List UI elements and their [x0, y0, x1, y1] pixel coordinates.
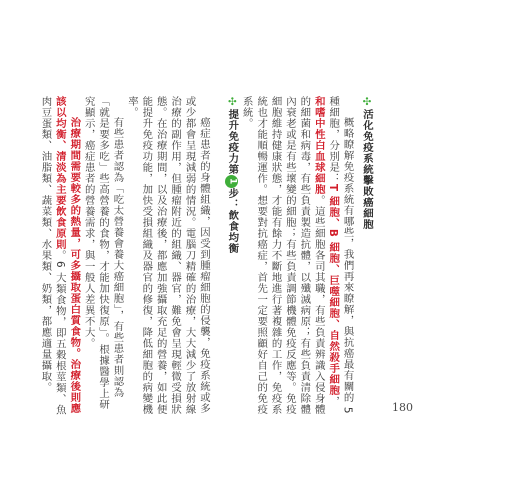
- page-number: 180: [392, 401, 413, 414]
- section-heading-immune: [360, 96, 374, 416]
- paragraph-text: 概略瞭解免疫系統有哪些，我們再來瞭解，與抗癌最有關的 5 種細胞，分別是：: [327, 96, 354, 414]
- highlighted-diet-advice: 治療期間需要較多的熱量，可多攝取蛋白質食物。治療後則應該以均衡、清淡為主要飲食原則: [53, 96, 81, 414]
- paragraph-text: 。這些細胞各司其職，有些負責辨識入侵身體的細菌和病毒，有些負責製造抗體，以殲滅病原；有些負責清除體內衰老或是有些壞變的細胞；有些負責調節機體免疫反應等。免疫細胞維持健康狀態，才能有餘力不斷地進行著複雜的工作，免疫系統也才能順暢運作。想要對抗癌症，首先一定要照顧好自己的免疫系統。: [240, 96, 325, 415]
- step-heading-prefix: 提升免疫力第: [226, 108, 239, 175]
- vertical-text-body: [38, 96, 374, 416]
- step-number-badge: 1: [225, 175, 238, 188]
- clover-icon: ✣: [226, 96, 239, 109]
- paragraph-immune-cells: [239, 96, 354, 416]
- step-heading-suffix: 步：飲食均衡: [226, 187, 239, 254]
- paragraph-diet-principles: [38, 96, 81, 416]
- paragraph-nutrition-myth: 有些患者認為「吃太營養會養大癌細胞」，有些患者則認為「就是要多吃」些高營養的食物，才能加快復原」。根據醫學上研究顯示，癌症患者的營養需求，與一般人差異不大。: [82, 96, 124, 410]
- paragraph-text: 。6 大類食物，即五穀根莖類、魚肉豆蛋類、油脂類、蔬菜類、水果類、奶類，都應適量攝取。: [39, 96, 66, 416]
- highlighted-cells-2: 和嗜中性白血球細胞: [312, 96, 325, 195]
- section-heading-text: 活化免疫系統擊敗癌細胞: [361, 108, 373, 230]
- paragraph-text: ，: [327, 395, 340, 407]
- clover-icon: ✣: [361, 96, 373, 109]
- paragraph-cyberknife: 癌症患者的身體組織，因受到腫瘤細胞的侵襲，免疫系統或多或少都會呈現減弱的情況。電腦刀精確的治療，大大減少了放射線治療的副作用，但腫瘤附近的組織、器官，難免會呈現輕微受損狀態。在治療期間，以及治療後，都應加強攝取充足的營養，如此便能提升免疫功能，加快受損組織及器官的修復，降低細胞的病變機率。: [125, 96, 210, 415]
- highlighted-cells-1: T 細胞、B 細胞、巨噬細胞、自然殺手細胞: [327, 184, 340, 396]
- section-heading-step1: [225, 96, 239, 416]
